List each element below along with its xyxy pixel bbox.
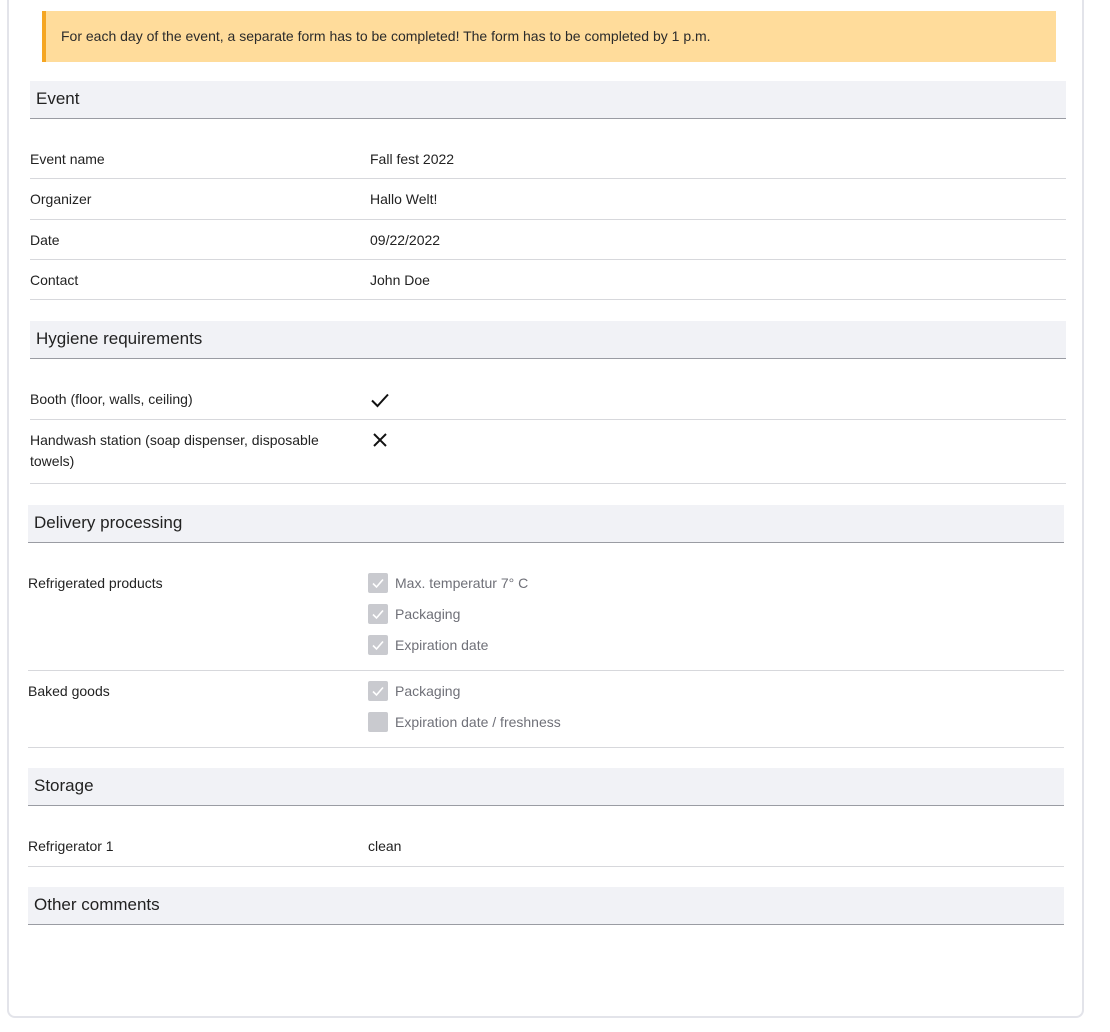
event-row-organizer bbox=[30, 189, 1066, 220]
checkbox-label: Expiration date bbox=[395, 637, 489, 653]
checkbox-label: Expiration date / freshness bbox=[395, 714, 561, 730]
section-title-delivery: Delivery processing bbox=[28, 505, 1064, 543]
checkbox-label: Packaging bbox=[395, 683, 461, 699]
field-value: John Doe bbox=[370, 272, 430, 288]
checkbox-checked bbox=[368, 681, 388, 701]
field-label: Booth (floor, walls, ceiling) bbox=[30, 391, 193, 407]
field-label: Event name bbox=[30, 151, 105, 167]
section-title-hygiene: Hygiene requirements bbox=[30, 321, 1066, 359]
field-label: Baked goods bbox=[28, 683, 110, 699]
event-row-date bbox=[30, 230, 1066, 260]
checkbox-label: Packaging bbox=[395, 606, 461, 622]
delivery-row-baked-goods bbox=[28, 681, 1064, 748]
storage-row-refrigerator bbox=[28, 836, 1064, 867]
checkbox-checked bbox=[368, 635, 388, 655]
field-label: Organizer bbox=[30, 191, 92, 207]
field-label: Date bbox=[30, 232, 60, 248]
field-label: Refrigerator 1 bbox=[28, 838, 114, 854]
field-label: Contact bbox=[30, 272, 79, 288]
checkbox-checked bbox=[368, 604, 388, 624]
checkbox-label: Max. temperatur 7° C bbox=[395, 575, 529, 591]
field-value: 09/22/2022 bbox=[370, 232, 441, 248]
section-title-event: Event bbox=[30, 81, 1066, 119]
cross-icon bbox=[370, 431, 390, 451]
event-row-name bbox=[30, 149, 1066, 179]
check-icon bbox=[370, 390, 390, 410]
event-row-contact bbox=[30, 270, 1066, 300]
field-value: clean bbox=[368, 838, 402, 854]
field-label: Refrigerated products bbox=[28, 575, 163, 591]
delivery-row-refrigerated bbox=[28, 573, 1064, 671]
field-value: Fall fest 2022 bbox=[370, 151, 455, 167]
field-value: Hallo Welt! bbox=[370, 191, 438, 207]
hygiene-row-booth bbox=[30, 389, 1066, 420]
checkbox-unchecked bbox=[368, 712, 388, 732]
hygiene-row-handwash bbox=[30, 430, 1066, 484]
checkbox-checked bbox=[368, 573, 388, 593]
section-title-comments: Other comments bbox=[28, 887, 1064, 925]
field-label: Handwash station (soap dispenser, disposable towels) bbox=[30, 432, 319, 469]
section-title-storage: Storage bbox=[28, 768, 1064, 806]
deadline-notice: For each day of the event, a separate form has to be completed! The form has to be completed by 1 p.m. bbox=[42, 11, 1056, 62]
